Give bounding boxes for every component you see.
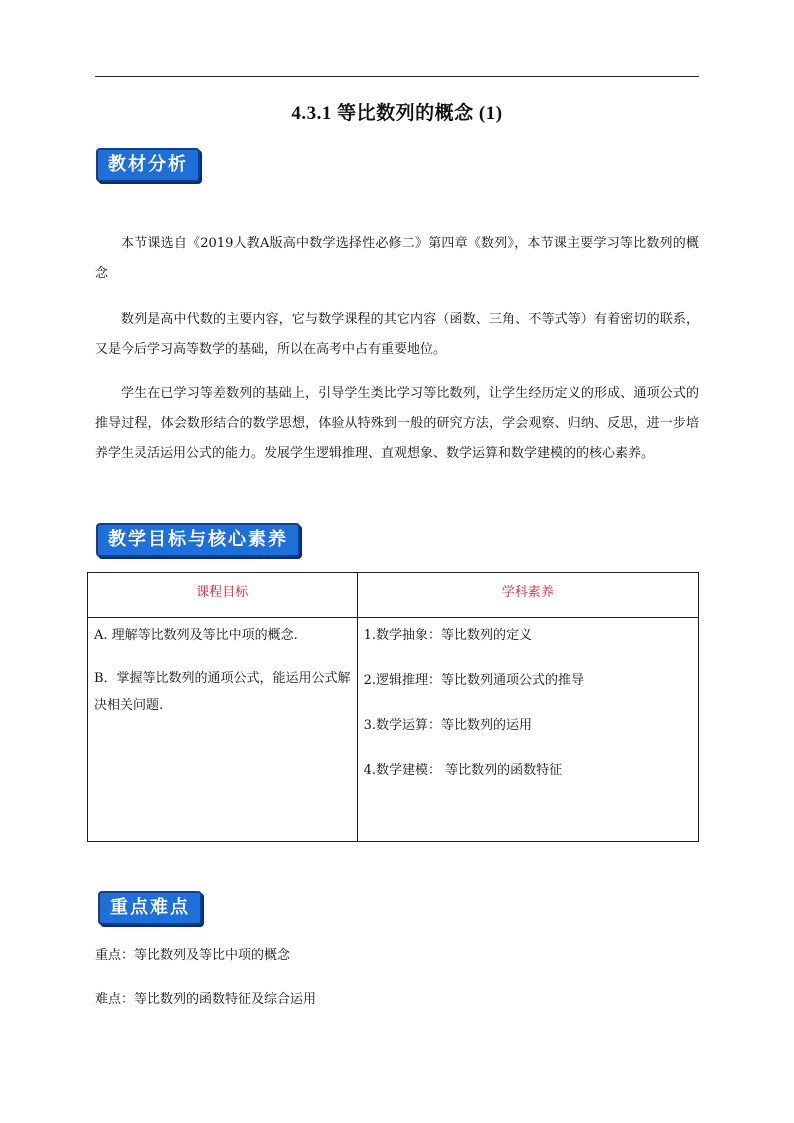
section-badge-goals: 教学目标与核心素养 <box>96 523 300 557</box>
header-rule <box>95 76 699 77</box>
table-header-row <box>88 573 699 618</box>
analysis-paragraph: 学生在已学习等差数列的基础上，引导学生类比学习等比数列，让学生经历定义的形成、通项公式的推导过程，体会数形结合的数学思想，体验从特殊到一般的研究方法，学会观察、归纳、反思，进一步培养学生灵活运用公式的能力。发展学生逻辑推理、直观想象、数学运算和数学建模的的核心素养。 <box>95 386 699 461</box>
header-subject-literacy: 学科素养 <box>357 573 698 618</box>
page-title: 4.3.1 等比数列的概念 (1) <box>291 103 503 124</box>
goals-table <box>87 572 699 842</box>
section-badge-focus: 重点难点 <box>98 891 202 925</box>
literacy-item: 4.数学建模： 等比数列的函数特征 <box>363 763 563 778</box>
literacy-item: 1.数学抽象：等比数列的定义 <box>363 628 532 643</box>
difficult-point-text: 难点：等比数列的函数特征及综合运用 <box>95 992 317 1007</box>
table-row <box>88 618 699 842</box>
literacy-item: 3.数学运算：等比数列的运用 <box>363 718 532 733</box>
analysis-paragraph: 本节课选自《2019人教A版高中数学选择性必修二》第四章《数列》，本节课主要学习等比数列的概念 <box>95 236 699 281</box>
literacy-cell <box>357 618 698 842</box>
course-goal-item: A. 理解等比数列及等比中项的概念. <box>94 628 298 643</box>
course-goal-item: B．掌握等比数列的通项公式，能运用公式解决相关问题. <box>94 671 351 713</box>
analysis-paragraph: 数列是高中代数的主要内容，它与数学课程的其它内容（函数、三角、不等式等）有着密切的联系，又是今后学习高等数学的基础，所以在高考中占有重要地位。 <box>95 312 699 357</box>
course-goals-cell <box>88 618 358 842</box>
key-point-text: 重点：等比数列及等比中项的概念 <box>95 948 291 963</box>
header-course-goals: 课程目标 <box>88 573 358 618</box>
section-badge-analysis: 教材分析 <box>96 148 200 182</box>
literacy-item: 2.逻辑推理：等比数列通项公式的推导 <box>363 673 584 688</box>
